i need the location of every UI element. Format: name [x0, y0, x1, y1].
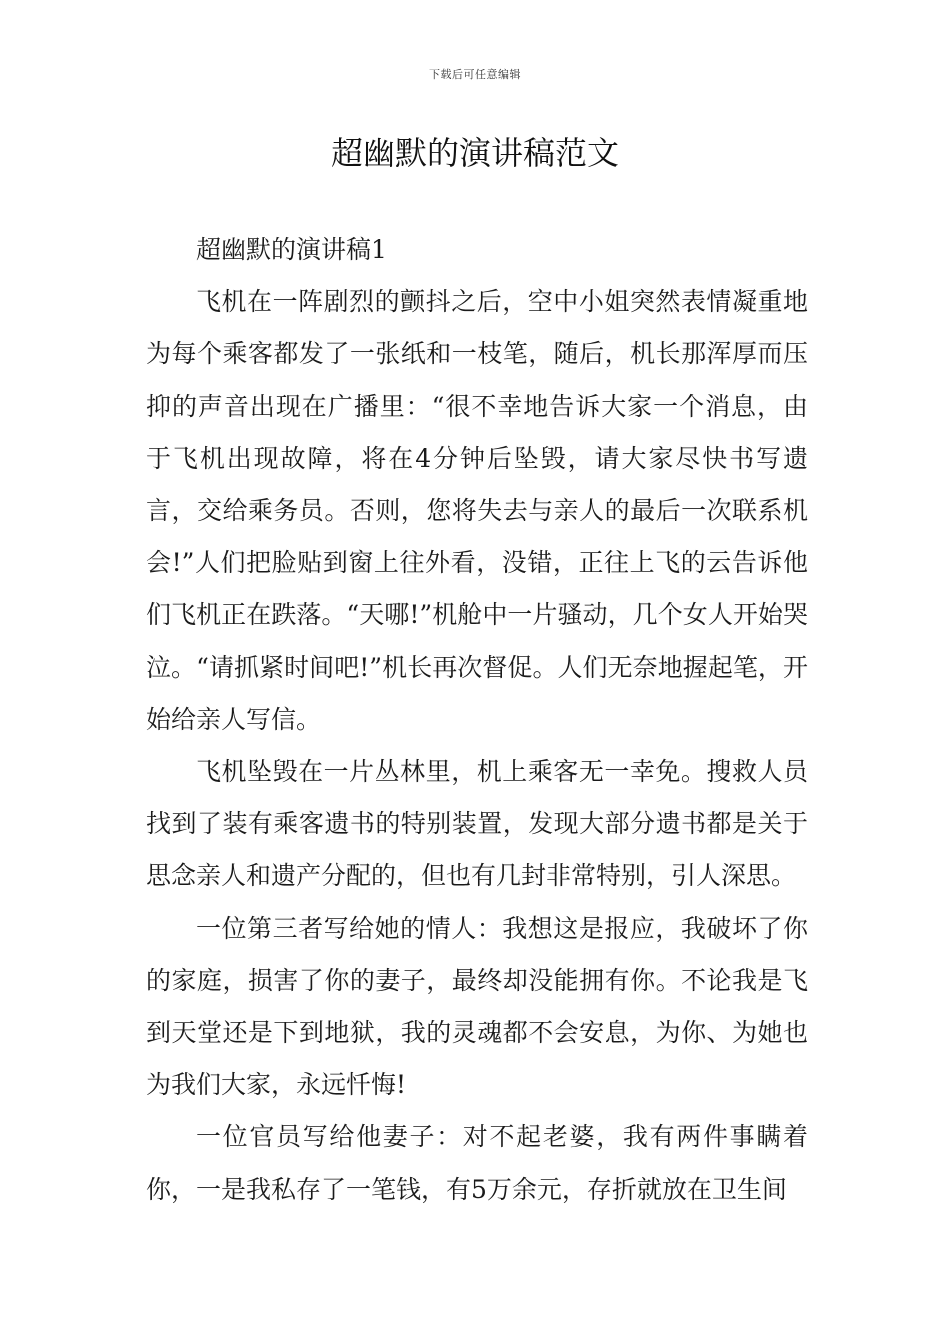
paragraph: 飞机在一阵剧烈的颤抖之后，空中小姐突然表情凝重地为每个乘客都发了一张纸和一枝笔，随后，机长那浑厚而压抑的声音出现在广播里：“很不幸地告诉大家一个消息，由于飞机出现故障，将在4分钟后坠毁，请大家尽快书写遗言，交给乘务员。否则，您将失去与亲人的最后一次联系机会!”人们把脸贴到窗上往外看，没错，正往上飞的云告诉他们飞机正在跌落。“天哪!”机舱中一片骚动，几个女人开始哭泣。“请抓紧时间吧!”机长再次督促。人们无奈地握起笔，开始给亲人写信。 — [146, 287, 808, 734]
paragraph: 一位官员写给他妻子：对不起老婆，我有两件事瞒着你，一是我私存了一笔钱，有5万余元，存折就放在卫生间 — [146, 1122, 808, 1204]
header-note: 下载后可任意编辑 — [429, 68, 521, 81]
document-title: 超幽默的演讲稿范文 — [330, 134, 619, 172]
paragraph: 一位第三者写给她的情人：我想这是报应，我破坏了你的家庭，损害了你的妻子，最终却没能拥有你。不论我是飞到天堂还是下到地狱，我的灵魂都不会安息，为你、为她也为我们大家，永远忏悔! — [146, 913, 808, 1100]
document-body — [146, 224, 808, 1216]
paragraph: 飞机坠毁在一片丛林里，机上乘客无一幸免。搜救人员找到了装有乘客遗书的特别装置，发现大部分遗书都是关于思念亲人和遗产分配的，但也有几封非常特别，引人深思。 — [146, 757, 808, 891]
section-heading: 超幽默的演讲稿1 — [196, 235, 387, 264]
